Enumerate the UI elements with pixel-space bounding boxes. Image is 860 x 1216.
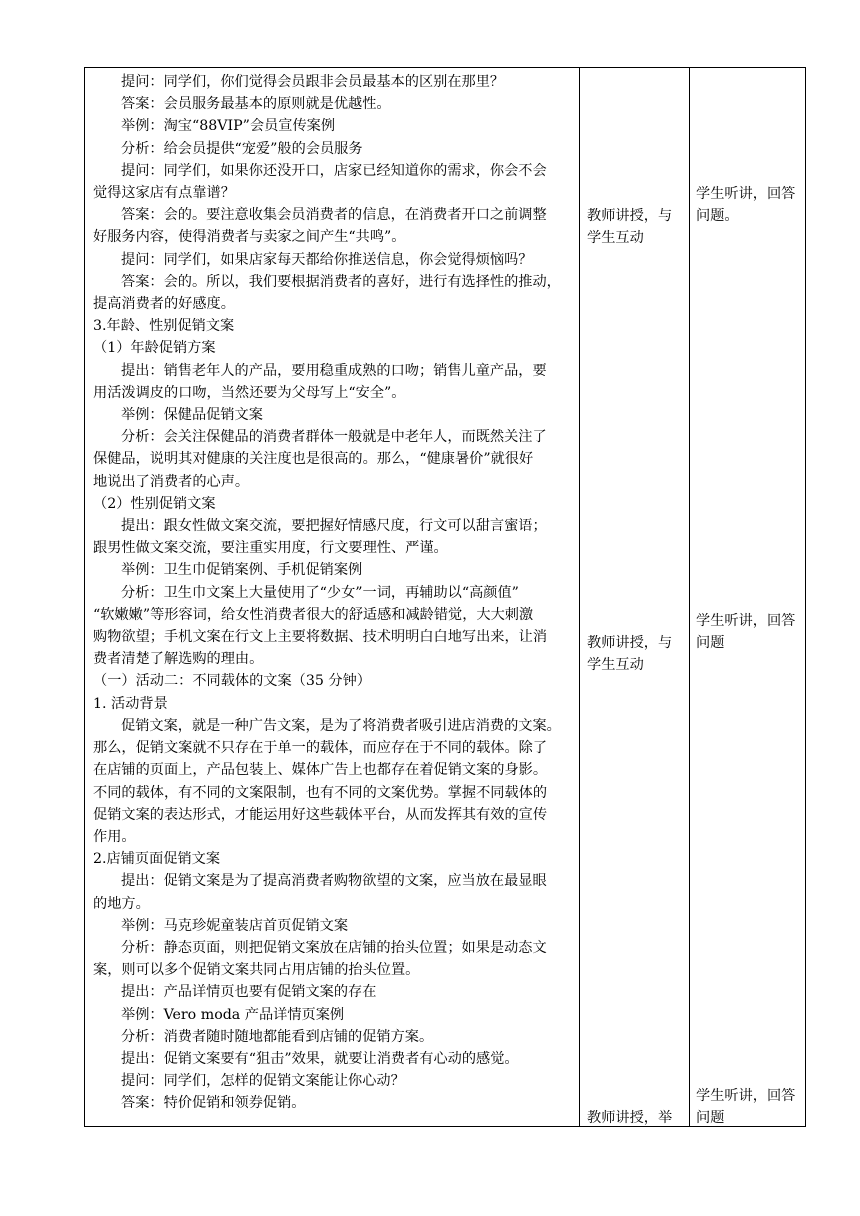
content-line: 分析：消费者随时随地都能看到店铺的促销方案。 [121, 1028, 434, 1045]
content-line: 在店铺的页面上，产品包装上、媒体广告上也都存在着促销文案的身影。 [93, 762, 548, 779]
teacher-activity-line: 学生互动 [587, 230, 644, 247]
content-line: 提出：产品详情页也要有促销文案的存在 [121, 984, 377, 1001]
student-activity-line: 学生听讲，回答 [696, 1088, 796, 1104]
content-line: 提高消费者的好感度。 [93, 296, 235, 313]
content-line: 答案：会员服务最基本的原则就是优越性。 [121, 96, 391, 113]
column-divider [689, 68, 690, 1126]
content-line: 举例：马克珍妮童装店首页促销文案 [121, 917, 349, 934]
content-line: 提出：促销文案要有“狙击”效果，就要让消费者有心动的感觉。 [121, 1050, 519, 1067]
content-line: 保健品，说明其对健康的关注度也是很高的。那么，“健康暑价”就很好 [93, 451, 534, 468]
content-line: 提问：同学们，怎样的促销文案能让你心动？ [121, 1073, 405, 1090]
content-line: （2）性别促销文案 [93, 495, 216, 512]
content-line: 费者清楚了解选购的理由。 [93, 651, 264, 668]
content-line: 分析：会关注保健品的消费者群体一般就是中老年人，而既然关注了 [121, 429, 547, 446]
content-line: 促销文案，就是一种广告文案，是为了将消费者吸引进店消费的文案。 [121, 717, 561, 734]
content-line: 作用。 [93, 828, 136, 845]
content-line: 提问：同学们，你们觉得会员跟非会员最基本的区别在那里？ [121, 74, 505, 90]
teacher-activity-line: 教师讲授，与 [587, 635, 673, 651]
content-line: 答案：会的。要注意收集会员消费者的信息，在消费者开口之前调整 [121, 207, 547, 224]
content-line: 答案：会的。所以，我们要根据消费者的喜好，进行有选择性的推动， [121, 273, 561, 290]
teacher-activity-cell [587, 1107, 687, 1129]
content-line: 的地方。 [93, 895, 150, 912]
content-line: （1）年龄促销方案 [93, 340, 216, 357]
content-line: 3.年龄、性别促销文案 [93, 318, 235, 335]
content-line: 提出：跟女性做文案交流，要把握好情感尺度，行文可以甜言蜜语； [121, 518, 547, 535]
student-activity-line: 学生听讲，回答 [696, 186, 796, 202]
content-line: 举例：淘宝“88VIP”会员宣传案例 [121, 118, 336, 135]
content-line: 举例：Vero moda 产品详情页案例 [121, 1006, 345, 1023]
column-divider [579, 68, 580, 1126]
teacher-activity-line: 教师讲授，与 [587, 208, 673, 224]
student-activity-cell [696, 610, 800, 654]
teaching-content-cell [85, 68, 579, 1115]
content-line: 好服务内容，使得消费者与卖家之间产生“共鸣”。 [93, 229, 406, 246]
content-line: 分析：静态页面，则把促销文案放在店铺的抬头位置；如果是动态文 [121, 939, 547, 956]
teacher-activity-line: 学生互动 [587, 657, 644, 674]
student-activity-cell [696, 183, 800, 227]
content-line: 那么，促销文案就不只存在于单一的载体，而应存在于不同的载体。除了 [93, 740, 548, 757]
content-line: 跟男性做文案交流，要注重实用度，行文要理性、严谨。 [93, 540, 448, 557]
student-activity-line: 学生听讲，回答 [696, 613, 796, 629]
content-line: 购物欲望；手机文案在行文上主要将数据、技术明明白白地写出来，让消 [93, 629, 548, 646]
content-line: 举例：卫生巾促销案例、手机促销案例 [121, 562, 363, 579]
content-line: 2.店铺页面促销文案 [93, 851, 221, 868]
content-line: 提出：促销文案是为了提高消费者购物欲望的文案，应当放在最显眼 [121, 873, 547, 890]
content-line: （一）活动二：不同载体的文案（35 分钟） [93, 673, 371, 690]
content-line: 提问：同学们，如果店家每天都给你推送信息，你会觉得烦恼吗？ [121, 251, 533, 268]
student-activity-line: 问题 [696, 635, 725, 652]
teacher-activity-cell [587, 632, 687, 676]
content-line: 不同的载体，有不同的文案限制，也有不同的文案优势。掌握不同载体的 [93, 784, 548, 801]
content-line: 答案：特价促销和领券促销。 [121, 1095, 306, 1112]
content-line: 分析：给会员提供“宠爱”般的会员服务 [121, 140, 363, 157]
student-activity-line: 问题。 [696, 208, 739, 225]
content-line: “软嫩嫩”等形容词，给女性消费者很大的舒适感和减龄错觉，大大刺激 [93, 606, 534, 623]
lesson-table [84, 67, 806, 1127]
teacher-activity-cell [587, 205, 687, 249]
content-line: 举例：保健品促销文案 [121, 407, 263, 424]
content-line: 案，则可以多个促销文案共同占用店铺的抬头位置。 [93, 962, 420, 979]
student-activity-line: 问题 [696, 1110, 725, 1127]
content-line: 提问：同学们，如果你还没开口，店家已经知道你的需求，你会不会 [121, 162, 547, 179]
content-line: 1. 活动背景 [93, 695, 168, 712]
content-line: 提出：销售老年人的产品，要用稳重成熟的口吻；销售儿童产品，要 [121, 362, 547, 379]
teacher-activity-line: 教师讲授，举 [587, 1110, 673, 1126]
content-line: 觉得这家店有点靠谱？ [93, 185, 235, 202]
content-line: 用活泼调皮的口吻，当然还要为父母写上“安全”。 [93, 384, 406, 401]
content-line: 地说出了消费者的心声。 [93, 473, 250, 490]
content-line: 分析：卫生巾文案上大量使用了“少女”一词，再辅助以“高颜值” [121, 584, 519, 601]
student-activity-cell [696, 1085, 800, 1129]
content-line: 促销文案的表达形式，才能运用好这些载体平台，从而发挥其有效的宣传 [93, 806, 548, 823]
